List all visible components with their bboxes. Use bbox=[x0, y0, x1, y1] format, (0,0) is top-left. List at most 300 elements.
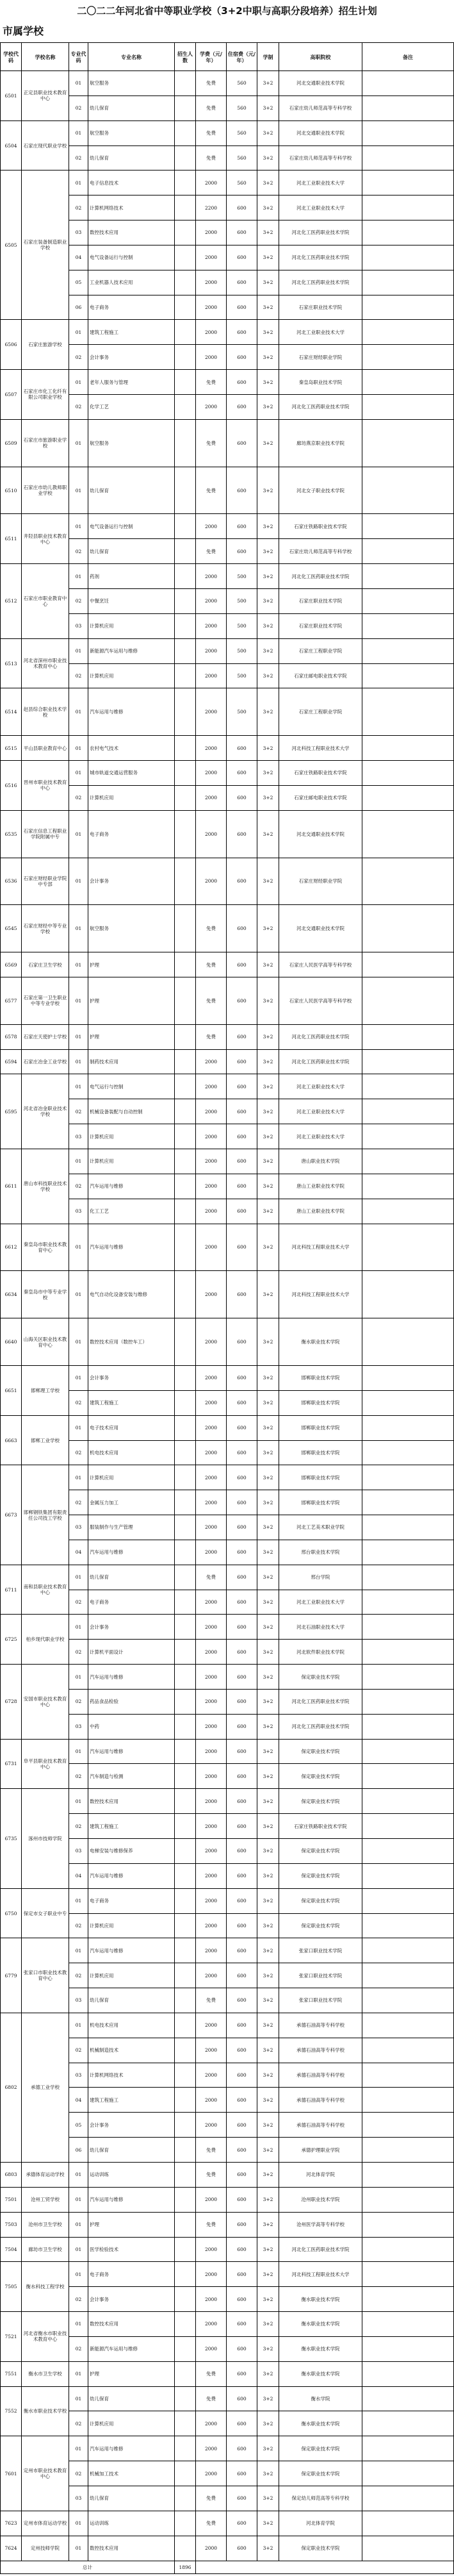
major-code-cell: 01 bbox=[69, 810, 88, 858]
lodging-cell: 600 bbox=[227, 1640, 257, 1665]
system-cell: 3+2 bbox=[257, 1365, 279, 1390]
lodging-cell: 600 bbox=[227, 1689, 257, 1714]
enrollment-cell bbox=[175, 905, 196, 952]
school-name-cell: 定州技师学院 bbox=[22, 2536, 69, 2561]
college-cell: 石家庄邮电职业技术学院 bbox=[279, 785, 362, 810]
tuition-cell: 2000 bbox=[196, 810, 227, 858]
notes-cell bbox=[362, 1199, 454, 1224]
tuition-cell: 2000 bbox=[196, 1888, 227, 1913]
major-name-cell: 建筑工程施工 bbox=[88, 2088, 175, 2113]
school-code-cell: 6611 bbox=[1, 1149, 22, 1224]
notes-cell bbox=[362, 1024, 454, 1049]
school-code-cell: 6506 bbox=[1, 320, 22, 370]
enrollment-cell bbox=[175, 370, 196, 395]
system-cell: 3+2 bbox=[257, 2436, 279, 2461]
major-name-cell: 机械制造技术 bbox=[88, 2038, 175, 2063]
college-cell: 河北女子职业技术学院 bbox=[279, 467, 362, 514]
lodging-cell: 560 bbox=[227, 96, 257, 120]
lodging-cell: 600 bbox=[227, 345, 257, 370]
major-name-cell: 化工工艺 bbox=[88, 1199, 175, 1224]
major-code-cell: 03 bbox=[69, 1515, 88, 1540]
lodging-cell: 600 bbox=[227, 1938, 257, 1963]
notes-cell bbox=[362, 2063, 454, 2088]
system-cell: 3+2 bbox=[257, 564, 279, 589]
major-name-cell: 幼儿保育 bbox=[88, 2138, 175, 2163]
enrollment-cell bbox=[175, 1515, 196, 1540]
college-cell: 保定职业技术学院 bbox=[279, 2436, 362, 2461]
college-cell: 承德石油高等专科学校 bbox=[279, 2113, 362, 2138]
college-cell: 衡水职业技术学院 bbox=[279, 2287, 362, 2312]
notes-cell bbox=[362, 2113, 454, 2138]
table-row bbox=[1, 2262, 454, 2287]
major-name-cell: 数控技术应用（数控车工） bbox=[88, 1318, 175, 1366]
notes-cell bbox=[362, 2237, 454, 2262]
major-code-cell: 01 bbox=[69, 564, 88, 589]
major-code-cell: 01 bbox=[69, 1789, 88, 1814]
college-cell: 河北交通职业技术学院 bbox=[279, 71, 362, 96]
notes-cell bbox=[362, 2486, 454, 2511]
table-row bbox=[1, 170, 454, 195]
major-name-cell: 汽车运用与维修 bbox=[88, 1174, 175, 1199]
major-name-cell: 建筑工程施工 bbox=[88, 320, 175, 345]
college-cell: 河北化工医药职业技术学院 bbox=[279, 270, 362, 295]
major-name-cell: 计算机网络技术 bbox=[88, 195, 175, 220]
table-row bbox=[1, 295, 454, 320]
school-code-cell: 6735 bbox=[1, 1789, 22, 1888]
enrollment-cell bbox=[175, 1615, 196, 1640]
enrollment-cell bbox=[175, 1224, 196, 1271]
enrollment-cell bbox=[175, 1963, 196, 1988]
school-code-cell: 6505 bbox=[1, 170, 22, 320]
school-name-cell: 衡水市卫生学校 bbox=[22, 2361, 69, 2386]
college-cell: 承德护理职业学院 bbox=[279, 2138, 362, 2163]
tuition-cell: 2000 bbox=[196, 1689, 227, 1714]
system-cell: 3+2 bbox=[257, 1440, 279, 1465]
major-name-cell: 数控技术应用 bbox=[88, 2312, 175, 2337]
tuition-cell: 2000 bbox=[196, 2013, 227, 2038]
lodging-cell: 500 bbox=[227, 638, 257, 663]
lodging-cell: 600 bbox=[227, 2287, 257, 2312]
tuition-cell: 2000 bbox=[196, 514, 227, 539]
system-cell: 3+2 bbox=[257, 2038, 279, 2063]
header-school-name: 学校名称 bbox=[22, 43, 69, 71]
system-cell: 3+2 bbox=[257, 1318, 279, 1366]
notes-cell bbox=[362, 96, 454, 120]
college-cell: 河北科技工程职业技术大学 bbox=[279, 1271, 362, 1318]
tuition-cell: 免费 bbox=[196, 120, 227, 145]
college-cell: 邯郸职业技术学院 bbox=[279, 1415, 362, 1440]
table-row bbox=[1, 1149, 454, 1174]
enrollment-cell bbox=[175, 514, 196, 539]
major-name-cell: 幼儿保育 bbox=[88, 1988, 175, 2013]
lodging-cell: 600 bbox=[227, 419, 257, 467]
tuition-cell: 免费 bbox=[196, 96, 227, 120]
major-code-cell: 01 bbox=[69, 1318, 88, 1366]
school-name-cell: 衡水科技工程学校 bbox=[22, 2262, 69, 2312]
major-name-cell: 机电技术应用 bbox=[88, 1440, 175, 1465]
tuition-cell: 2000 bbox=[196, 270, 227, 295]
major-name-cell: 幼儿保育 bbox=[88, 539, 175, 564]
major-code-cell: 01 bbox=[69, 761, 88, 786]
enrollment-cell bbox=[175, 1540, 196, 1565]
table-row bbox=[1, 270, 454, 295]
tuition-cell: 2000 bbox=[196, 1174, 227, 1199]
notes-cell bbox=[362, 1224, 454, 1271]
enrollment-cell bbox=[175, 952, 196, 977]
notes-cell bbox=[362, 1099, 454, 1124]
lodging-cell: 600 bbox=[227, 977, 257, 1024]
lodging-cell: 600 bbox=[227, 1590, 257, 1615]
tuition-cell: 2000 bbox=[196, 2287, 227, 2312]
tuition-cell: 2000 bbox=[196, 1789, 227, 1814]
school-code-cell: 6545 bbox=[1, 905, 22, 952]
major-name-cell: 汽车制造与检测 bbox=[88, 1764, 175, 1789]
major-name-cell: 会计事务 bbox=[88, 2113, 175, 2138]
tuition-cell: 2000 bbox=[196, 1764, 227, 1789]
college-cell: 承德石油高等专科学校 bbox=[279, 2013, 362, 2038]
school-name-cell: 沧州工贸学校 bbox=[22, 2187, 69, 2212]
system-cell: 3+2 bbox=[257, 1913, 279, 1938]
lodging-cell: 600 bbox=[227, 1024, 257, 1049]
major-code-cell: 02 bbox=[69, 2287, 88, 2312]
lodging-cell: 600 bbox=[227, 467, 257, 514]
enrollment-cell bbox=[175, 2138, 196, 2163]
enrollment-cell bbox=[175, 96, 196, 120]
table-row bbox=[1, 514, 454, 539]
system-cell: 3+2 bbox=[257, 858, 279, 905]
tuition-cell: 2000 bbox=[196, 2063, 227, 2088]
school-name-cell: 承德体育运动学校 bbox=[22, 2162, 69, 2187]
header-system: 学制 bbox=[257, 43, 279, 71]
tuition-cell: 免费 bbox=[196, 1024, 227, 1049]
notes-cell bbox=[362, 1888, 454, 1913]
header-major-code: 专业代码 bbox=[69, 43, 88, 71]
school-code-cell: 6779 bbox=[1, 1938, 22, 2013]
college-cell: 石家庄职业技术学院 bbox=[279, 613, 362, 638]
table-row bbox=[1, 2038, 454, 2063]
lodging-cell: 600 bbox=[227, 1199, 257, 1224]
college-cell: 保定职业技术学院 bbox=[279, 2461, 362, 2486]
school-code-cell: 7521 bbox=[1, 2312, 22, 2362]
enrollment-cell bbox=[175, 1814, 196, 1839]
college-cell: 石家庄职业技术学院 bbox=[279, 295, 362, 320]
lodging-cell: 600 bbox=[227, 2237, 257, 2262]
system-cell: 3+2 bbox=[257, 1199, 279, 1224]
school-code-cell: 6578 bbox=[1, 1024, 22, 1049]
major-code-cell: 01 bbox=[69, 952, 88, 977]
notes-cell bbox=[362, 120, 454, 145]
system-cell: 3+2 bbox=[257, 2312, 279, 2337]
table-row bbox=[1, 2312, 454, 2337]
college-cell: 唐山职业技术学院 bbox=[279, 1149, 362, 1174]
school-name-cell: 衡水市职业技术学校 bbox=[22, 2386, 69, 2436]
lodging-cell: 600 bbox=[227, 539, 257, 564]
system-cell: 3+2 bbox=[257, 1590, 279, 1615]
table-row bbox=[1, 1640, 454, 1665]
college-cell: 河北交通职业技术学院 bbox=[279, 905, 362, 952]
system-cell: 3+2 bbox=[257, 2262, 279, 2287]
lodging-cell: 600 bbox=[227, 2536, 257, 2561]
college-cell: 河北石油职业技术大学 bbox=[279, 1615, 362, 1640]
college-cell: 河北工业职业技术大学 bbox=[279, 195, 362, 220]
tuition-cell: 2000 bbox=[196, 1415, 227, 1440]
total-label: 总计 bbox=[1, 2561, 175, 2574]
college-cell: 邯郸职业技术学院 bbox=[279, 1390, 362, 1415]
school-code-cell: 6515 bbox=[1, 736, 22, 761]
tuition-cell: 免费 bbox=[196, 419, 227, 467]
school-name-cell: 邯郸钢铁集团有限责任公司技工学校 bbox=[22, 1465, 69, 1565]
notes-cell bbox=[362, 2212, 454, 2237]
enrollment-cell bbox=[175, 1365, 196, 1390]
enrollment-cell bbox=[175, 1271, 196, 1318]
lodging-cell: 600 bbox=[227, 2138, 257, 2163]
school-code-cell: 6663 bbox=[1, 1415, 22, 1465]
system-cell: 3+2 bbox=[257, 1764, 279, 1789]
lodging-cell: 600 bbox=[227, 1913, 257, 1938]
enrollment-cell bbox=[175, 245, 196, 270]
table-row bbox=[1, 952, 454, 977]
major-code-cell: 01 bbox=[69, 1024, 88, 1049]
notes-cell bbox=[362, 1318, 454, 1366]
lodging-cell: 560 bbox=[227, 170, 257, 195]
tuition-cell: 免费 bbox=[196, 2162, 227, 2187]
tuition-cell: 2000 bbox=[196, 1149, 227, 1174]
notes-cell bbox=[362, 1074, 454, 1099]
college-cell: 保定职业技术学院 bbox=[279, 1863, 362, 1888]
major-code-cell: 01 bbox=[69, 1365, 88, 1390]
major-name-cell: 医学检验技术 bbox=[88, 2237, 175, 2262]
tuition-cell: 2000 bbox=[196, 688, 227, 736]
table-row bbox=[1, 1988, 454, 2013]
school-code-cell: 6516 bbox=[1, 761, 22, 811]
table-row bbox=[1, 2113, 454, 2138]
notes-cell bbox=[362, 2187, 454, 2212]
tuition-cell: 2000 bbox=[196, 2312, 227, 2337]
system-cell: 3+2 bbox=[257, 1789, 279, 1814]
table-row bbox=[1, 2212, 454, 2237]
major-code-cell: 02 bbox=[69, 663, 88, 688]
major-code-cell: 01 bbox=[69, 1271, 88, 1318]
major-name-cell: 数控技术应用 bbox=[88, 2536, 175, 2561]
tuition-cell: 2000 bbox=[196, 1739, 227, 1764]
table-row bbox=[1, 663, 454, 688]
school-name-cell: 石家庄旅游学校 bbox=[22, 320, 69, 370]
total-row bbox=[1, 2561, 454, 2574]
college-cell: 邯郸职业技术学院 bbox=[279, 1465, 362, 1490]
tuition-cell: 2000 bbox=[196, 2536, 227, 2561]
college-cell: 河北化工医药职业技术学院 bbox=[279, 245, 362, 270]
school-name-cell: 沧州市卫生学校 bbox=[22, 2212, 69, 2237]
college-cell: 邢台职业技术学院 bbox=[279, 1540, 362, 1565]
enrollment-cell bbox=[175, 2536, 196, 2561]
major-name-cell: 幼儿保育 bbox=[88, 1565, 175, 1590]
system-cell: 3+2 bbox=[257, 1739, 279, 1764]
major-name-cell: 汽车运用与维修 bbox=[88, 1224, 175, 1271]
lodging-cell: 600 bbox=[227, 1490, 257, 1515]
lodging-cell: 600 bbox=[227, 2262, 257, 2287]
table-body bbox=[1, 71, 454, 2574]
enrollment-cell bbox=[175, 858, 196, 905]
notes-cell bbox=[362, 977, 454, 1024]
lodging-cell: 560 bbox=[227, 120, 257, 145]
system-cell: 3+2 bbox=[257, 2461, 279, 2486]
table-row bbox=[1, 2411, 454, 2436]
notes-cell bbox=[362, 1938, 454, 1963]
tuition-cell: 2000 bbox=[196, 1814, 227, 1839]
table-row bbox=[1, 1440, 454, 1465]
section-label: 市属学校 bbox=[3, 25, 44, 37]
major-name-cell: 计算机应用 bbox=[88, 613, 175, 638]
page-title: 二〇二二年河北省中等职业学校（3+2中职与高职分段培养）招生计划 bbox=[77, 5, 377, 17]
lodging-cell: 600 bbox=[227, 195, 257, 220]
tuition-cell: 免费 bbox=[196, 977, 227, 1024]
notes-cell bbox=[362, 952, 454, 977]
major-code-cell: 02 bbox=[69, 1764, 88, 1789]
enrollment-cell bbox=[175, 564, 196, 589]
major-name-cell: 护理 bbox=[88, 2361, 175, 2386]
table-row bbox=[1, 905, 454, 952]
tuition-cell: 2000 bbox=[196, 2411, 227, 2436]
system-cell: 3+2 bbox=[257, 663, 279, 688]
major-code-cell: 01 bbox=[69, 688, 88, 736]
major-name-cell: 新能源汽车运用与维修 bbox=[88, 638, 175, 663]
college-cell: 保定职业技术学院 bbox=[279, 1665, 362, 1690]
system-cell: 3+2 bbox=[257, 1174, 279, 1199]
school-code-cell: 6536 bbox=[1, 858, 22, 905]
enrollment-cell bbox=[175, 419, 196, 467]
table-row bbox=[1, 1814, 454, 1839]
system-cell: 3+2 bbox=[257, 1814, 279, 1839]
tuition-cell: 免费 bbox=[196, 370, 227, 395]
lodging-cell: 600 bbox=[227, 2486, 257, 2511]
major-code-cell: 01 bbox=[69, 2511, 88, 2536]
college-cell: 邯郸职业技术学院 bbox=[279, 1440, 362, 1465]
college-cell: 衡水职业技术学院 bbox=[279, 2312, 362, 2337]
system-cell: 3+2 bbox=[257, 2486, 279, 2511]
major-code-cell: 02 bbox=[69, 96, 88, 120]
notes-cell bbox=[362, 1615, 454, 1640]
college-cell: 河北工业职业技术大学 bbox=[279, 320, 362, 345]
tuition-cell: 2000 bbox=[196, 2237, 227, 2262]
enrollment-cell bbox=[175, 2336, 196, 2361]
notes-cell bbox=[362, 1565, 454, 1590]
school-code-cell: 6512 bbox=[1, 564, 22, 639]
lodging-cell: 600 bbox=[227, 1174, 257, 1199]
major-code-cell: 01 bbox=[69, 320, 88, 345]
tuition-cell: 2000 bbox=[196, 320, 227, 345]
major-name-cell: 会计事务 bbox=[88, 1615, 175, 1640]
school-code-cell: 6731 bbox=[1, 1739, 22, 1789]
enrollment-cell bbox=[175, 320, 196, 345]
school-name-cell: 石家庄第一卫生职业中等专业学校 bbox=[22, 977, 69, 1024]
major-name-cell: 药剂 bbox=[88, 564, 175, 589]
enrollment-cell bbox=[175, 2312, 196, 2337]
major-code-cell: 03 bbox=[69, 2063, 88, 2088]
college-cell: 保定职业技术学院 bbox=[279, 1739, 362, 1764]
table-row bbox=[1, 638, 454, 663]
enrollment-cell bbox=[175, 270, 196, 295]
major-name-cell: 数控技术应用 bbox=[88, 220, 175, 245]
major-code-cell: 02 bbox=[69, 1099, 88, 1124]
lodging-cell: 560 bbox=[227, 71, 257, 96]
college-cell: 衡水职业技术学院 bbox=[279, 2411, 362, 2436]
tuition-cell: 2000 bbox=[196, 1490, 227, 1515]
system-cell: 3+2 bbox=[257, 2162, 279, 2187]
lodging-cell: 600 bbox=[227, 1764, 257, 1789]
tuition-cell: 2000 bbox=[196, 1049, 227, 1074]
enrollment-cell bbox=[175, 2436, 196, 2461]
school-name-cell: 秦皇岛市中等专业学校 bbox=[22, 1271, 69, 1318]
system-cell: 3+2 bbox=[257, 1124, 279, 1149]
notes-cell bbox=[362, 1149, 454, 1174]
notes-cell bbox=[362, 71, 454, 96]
college-cell: 河北软件职业技术学院 bbox=[279, 1640, 362, 1665]
major-code-cell: 02 bbox=[69, 394, 88, 419]
enrollment-cell bbox=[175, 2287, 196, 2312]
enrollment-cell bbox=[175, 539, 196, 564]
major-code-cell: 01 bbox=[69, 2212, 88, 2237]
major-code-cell: 02 bbox=[69, 785, 88, 810]
tuition-cell: 2000 bbox=[196, 785, 227, 810]
system-cell: 3+2 bbox=[257, 295, 279, 320]
college-cell: 衡水职业技术学院 bbox=[279, 1318, 362, 1366]
school-name-cell: 定州市职业技术教育中心 bbox=[22, 2436, 69, 2511]
enrollment-cell bbox=[175, 1640, 196, 1665]
table-row bbox=[1, 1318, 454, 1366]
enrollment-cell bbox=[175, 2013, 196, 2038]
major-code-cell: 01 bbox=[69, 1938, 88, 1963]
system-cell: 3+2 bbox=[257, 71, 279, 96]
lodging-cell: 500 bbox=[227, 564, 257, 589]
table-row bbox=[1, 96, 454, 120]
school-code-cell: 7551 bbox=[1, 2361, 22, 2386]
system-cell: 3+2 bbox=[257, 2212, 279, 2237]
system-cell: 3+2 bbox=[257, 638, 279, 663]
major-code-cell: 02 bbox=[69, 195, 88, 220]
notes-cell bbox=[362, 467, 454, 514]
total-students: 1896 bbox=[175, 2561, 196, 2574]
notes-cell bbox=[362, 2461, 454, 2486]
lodging-cell: 600 bbox=[227, 2436, 257, 2461]
enrollment-cell bbox=[175, 1390, 196, 1415]
major-name-cell: 电气设备运行与控制 bbox=[88, 245, 175, 270]
college-cell: 石家庄工程职业学院 bbox=[279, 638, 362, 663]
system-cell: 3+2 bbox=[257, 1863, 279, 1888]
notes-cell bbox=[362, 320, 454, 345]
lodging-cell: 500 bbox=[227, 688, 257, 736]
lodging-cell: 600 bbox=[227, 785, 257, 810]
major-code-cell: 03 bbox=[69, 1839, 88, 1864]
lodging-cell: 600 bbox=[227, 1565, 257, 1590]
enrollment-cell bbox=[175, 71, 196, 96]
school-code-cell: 6803 bbox=[1, 2162, 22, 2187]
notes-cell bbox=[362, 2336, 454, 2361]
table-row bbox=[1, 1739, 454, 1764]
lodging-cell: 600 bbox=[227, 1615, 257, 1640]
system-cell: 3+2 bbox=[257, 905, 279, 952]
notes-cell bbox=[362, 1590, 454, 1615]
system-cell: 3+2 bbox=[257, 2386, 279, 2411]
major-code-cell: 02 bbox=[69, 145, 88, 170]
college-cell: 保定幼儿师范高等专科学校 bbox=[279, 2486, 362, 2511]
system-cell: 3+2 bbox=[257, 419, 279, 467]
school-name-cell: 河北省深州市职业技术教育中心 bbox=[22, 638, 69, 688]
enrollment-cell bbox=[175, 2187, 196, 2212]
lodging-cell: 600 bbox=[227, 1224, 257, 1271]
major-name-cell: 计算机应用 bbox=[88, 663, 175, 688]
major-name-cell: 电子商务 bbox=[88, 2262, 175, 2287]
major-name-cell: 电子技术应用 bbox=[88, 1415, 175, 1440]
